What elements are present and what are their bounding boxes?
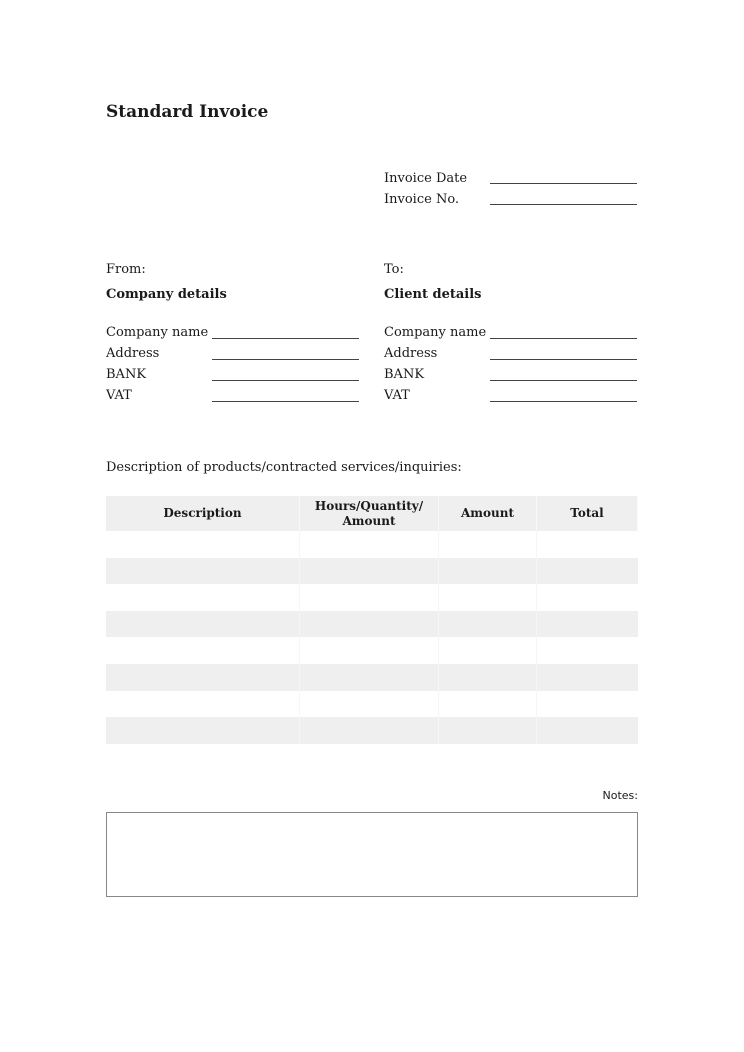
notes-box[interactable] xyxy=(106,812,638,897)
table-cell[interactable] xyxy=(106,717,300,744)
table-cell[interactable] xyxy=(300,664,439,691)
table-header xyxy=(106,496,638,531)
table-row xyxy=(106,691,638,718)
from-vat-field[interactable] xyxy=(212,401,359,402)
table-cell[interactable] xyxy=(106,691,300,718)
description-label: Description of products/contracted services/inquiries: xyxy=(106,460,462,475)
to-company-name-field[interactable] xyxy=(490,338,637,339)
table-cell[interactable] xyxy=(439,717,537,744)
to-vat-field[interactable] xyxy=(490,401,637,402)
table-row xyxy=(106,664,638,691)
from-bank-label: BANK xyxy=(106,367,147,382)
table-body xyxy=(106,531,638,744)
table-cell[interactable] xyxy=(537,637,638,664)
from-vat-label: VAT xyxy=(106,388,132,403)
table-cell[interactable] xyxy=(439,558,537,585)
invoice-number-field[interactable] xyxy=(490,204,637,205)
table-cell[interactable] xyxy=(537,717,638,744)
from-address-field[interactable] xyxy=(212,359,359,360)
table-cell[interactable] xyxy=(300,558,439,585)
column-header-description: Description xyxy=(106,496,300,531)
invoice-date-label: Invoice Date xyxy=(384,171,468,186)
table-row xyxy=(106,637,638,664)
table-row xyxy=(106,531,638,558)
table-cell[interactable] xyxy=(439,691,537,718)
to-bank-label: BANK xyxy=(384,367,425,382)
table-cell[interactable] xyxy=(106,531,300,558)
table-cell[interactable] xyxy=(300,611,439,638)
column-header-hours-quantity: Hours/Quantity/ Amount xyxy=(300,496,439,531)
to-address-label: Address xyxy=(384,346,438,361)
to-vat-label: VAT xyxy=(384,388,410,403)
table-cell[interactable] xyxy=(537,611,638,638)
table-cell[interactable] xyxy=(439,611,537,638)
table-cell[interactable] xyxy=(300,531,439,558)
to-heading: To: xyxy=(384,262,404,277)
page-title: Standard Invoice xyxy=(106,102,269,122)
table-cell[interactable] xyxy=(106,637,300,664)
invoice-date-field[interactable] xyxy=(490,183,637,184)
table-cell[interactable] xyxy=(439,664,537,691)
table-cell[interactable] xyxy=(300,717,439,744)
table-cell[interactable] xyxy=(537,558,638,585)
to-bank-field[interactable] xyxy=(490,380,637,381)
from-heading: From: xyxy=(106,262,146,277)
table-cell[interactable] xyxy=(537,664,638,691)
from-address-label: Address xyxy=(106,346,160,361)
table-cell[interactable] xyxy=(300,637,439,664)
client-details-heading: Client details xyxy=(384,287,482,302)
notes-label: Notes: xyxy=(602,789,638,802)
table-cell[interactable] xyxy=(439,531,537,558)
table-cell[interactable] xyxy=(537,531,638,558)
to-address-field[interactable] xyxy=(490,359,637,360)
from-company-name-field[interactable] xyxy=(212,338,359,339)
company-details-heading: Company details xyxy=(106,287,227,302)
table-row xyxy=(106,717,638,744)
invoice-number-label: Invoice No. xyxy=(384,192,460,207)
from-company-name-label: Company name xyxy=(106,325,209,340)
table-cell[interactable] xyxy=(106,611,300,638)
table-cell[interactable] xyxy=(106,584,300,611)
column-header-total: Total xyxy=(537,496,638,531)
to-company-name-label: Company name xyxy=(384,325,487,340)
invoice-table xyxy=(106,496,638,744)
from-bank-field[interactable] xyxy=(212,380,359,381)
table-row xyxy=(106,558,638,585)
column-header-amount: Amount xyxy=(439,496,537,531)
table-cell[interactable] xyxy=(439,584,537,611)
table-cell[interactable] xyxy=(106,558,300,585)
table-cell[interactable] xyxy=(300,691,439,718)
table-cell[interactable] xyxy=(439,637,537,664)
table-cell[interactable] xyxy=(537,584,638,611)
table-cell[interactable] xyxy=(537,691,638,718)
table-row xyxy=(106,611,638,638)
table-cell[interactable] xyxy=(106,664,300,691)
table-cell[interactable] xyxy=(300,584,439,611)
table-row xyxy=(106,584,638,611)
